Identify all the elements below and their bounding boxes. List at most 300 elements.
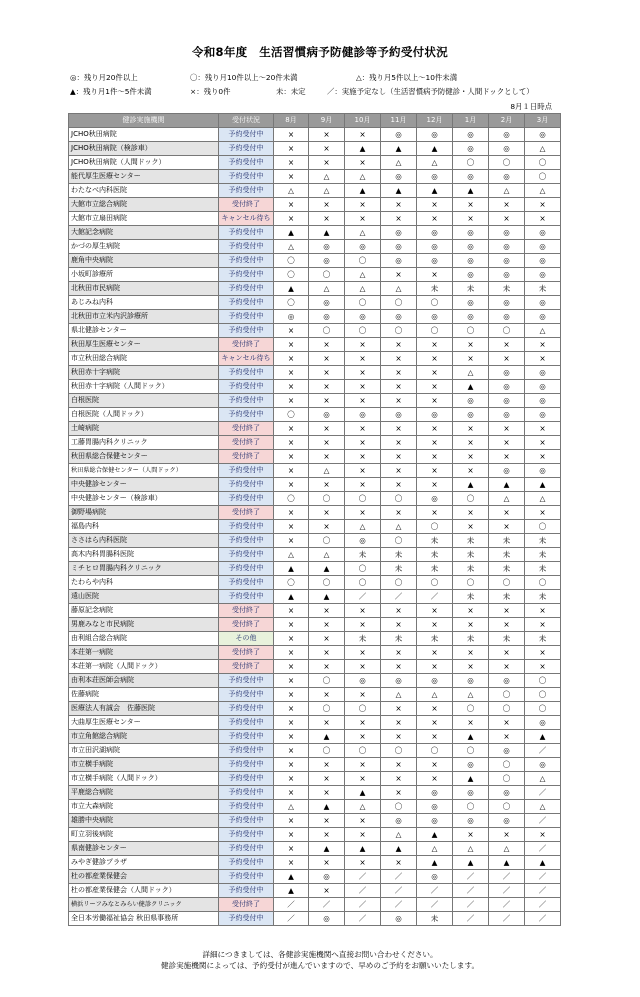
availability-mark: ×	[274, 842, 309, 856]
availability-mark: ／	[489, 912, 525, 926]
institution-name: 佐藤病院	[69, 688, 219, 702]
availability-mark: ×	[309, 142, 345, 156]
status-cell: 予約受付中	[219, 156, 274, 170]
availability-mark: 〇	[489, 758, 525, 772]
availability-mark: ×	[309, 212, 345, 226]
availability-mark: ×	[489, 646, 525, 660]
availability-mark: ×	[381, 506, 417, 520]
availability-mark: ×	[453, 464, 489, 478]
availability-mark: ◎	[525, 226, 561, 240]
institution-name: 秋田県総合保健センター（人間ドック）	[69, 464, 219, 478]
availability-mark: △	[525, 800, 561, 814]
availability-mark: ◎	[525, 310, 561, 324]
availability-mark: ◎	[453, 674, 489, 688]
availability-mark: ×	[381, 604, 417, 618]
availability-mark: ×	[489, 604, 525, 618]
table-row	[69, 786, 561, 800]
availability-mark: ▲	[309, 590, 345, 604]
availability-mark: ×	[381, 380, 417, 394]
table-row	[69, 548, 561, 562]
availability-mark: 〇	[525, 576, 561, 590]
table-row	[69, 156, 561, 170]
availability-mark: △	[525, 772, 561, 786]
table-row	[69, 184, 561, 198]
availability-mark: ×	[489, 520, 525, 534]
institution-name: 市立大森病院	[69, 800, 219, 814]
availability-mark: ▲	[309, 800, 345, 814]
availability-mark: ×	[274, 828, 309, 842]
availability-mark: ×	[345, 828, 381, 842]
availability-mark: ▲	[453, 772, 489, 786]
availability-mark: 未	[345, 548, 381, 562]
institution-name: 大館市立扇田病院	[69, 212, 219, 226]
availability-mark: ×	[274, 478, 309, 492]
table-row	[69, 688, 561, 702]
legend-filled-triangle: ▲：残り月1件～5件未満	[70, 87, 152, 96]
availability-mark: ×	[417, 758, 453, 772]
availability-mark: ×	[309, 828, 345, 842]
availability-mark: ▲	[417, 828, 453, 842]
availability-mark: ×	[274, 744, 309, 758]
availability-mark: ◎	[417, 800, 453, 814]
table-row	[69, 898, 561, 912]
table-row	[69, 212, 561, 226]
availability-mark: ×	[309, 688, 345, 702]
availability-mark: ×	[274, 170, 309, 184]
availability-mark: ×	[381, 786, 417, 800]
availability-mark: ×	[345, 156, 381, 170]
header-month: 3月	[525, 114, 561, 128]
availability-mark: 〇	[453, 702, 489, 716]
availability-mark: ×	[345, 198, 381, 212]
availability-mark: 未	[453, 282, 489, 296]
legend-row-2	[70, 85, 590, 99]
availability-mark: ◎	[489, 786, 525, 800]
availability-mark: 〇	[381, 744, 417, 758]
availability-mark: 〇	[381, 576, 417, 590]
institution-name: 中央健診センター	[69, 478, 219, 492]
status-cell: 受付終了	[219, 660, 274, 674]
status-cell: 予約受付中	[219, 142, 274, 156]
header-institution: 健診実施機関	[69, 114, 219, 128]
institution-name: 中央健診センター（検診車）	[69, 492, 219, 506]
availability-mark: ◎	[525, 254, 561, 268]
availability-mark: ×	[309, 786, 345, 800]
table-row	[69, 702, 561, 716]
availability-mark: △	[309, 282, 345, 296]
availability-mark: 〇	[417, 296, 453, 310]
availability-mark: △	[453, 842, 489, 856]
availability-mark: ／	[309, 898, 345, 912]
availability-mark: ◎	[453, 814, 489, 828]
availability-mark: ×	[489, 730, 525, 744]
availability-mark: ▲	[417, 856, 453, 870]
table-row	[69, 198, 561, 212]
availability-mark: 〇	[489, 324, 525, 338]
availability-mark: 〇	[453, 800, 489, 814]
availability-mark: 〇	[489, 772, 525, 786]
availability-mark: ×	[453, 716, 489, 730]
availability-mark: ◎	[489, 240, 525, 254]
availability-mark: 〇	[345, 324, 381, 338]
availability-mark: ◎	[417, 226, 453, 240]
availability-mark: ◎	[345, 534, 381, 548]
availability-mark: ×	[417, 450, 453, 464]
availability-mark: △	[309, 464, 345, 478]
availability-mark: ◎	[381, 128, 417, 142]
institution-name: 土崎病院	[69, 422, 219, 436]
availability-mark: ／	[525, 912, 561, 926]
status-cell: 受付終了	[219, 436, 274, 450]
availability-mark: ×	[525, 604, 561, 618]
status-cell: 予約受付中	[219, 590, 274, 604]
availability-mark: ×	[345, 422, 381, 436]
availability-mark: ×	[274, 758, 309, 772]
availability-mark: 未	[525, 590, 561, 604]
status-cell: 予約受付中	[219, 408, 274, 422]
availability-mark: ×	[489, 436, 525, 450]
availability-mark: △	[345, 520, 381, 534]
availability-mark: ×	[345, 856, 381, 870]
institution-name: 藤原記念病院	[69, 604, 219, 618]
availability-mark: △	[417, 688, 453, 702]
status-cell: 受付終了	[219, 422, 274, 436]
availability-mark: ◎	[453, 240, 489, 254]
availability-mark: ×	[453, 646, 489, 660]
availability-mark: ×	[417, 730, 453, 744]
availability-mark: ×	[381, 478, 417, 492]
availability-mark: ×	[417, 380, 453, 394]
availability-mark: ◎	[453, 408, 489, 422]
table-row	[69, 394, 561, 408]
institution-name: 秋田赤十字病院（人間ドック）	[69, 380, 219, 394]
institution-name: JCHO秋田病院	[69, 128, 219, 142]
availability-mark: ×	[417, 338, 453, 352]
footer-note-2: 健診実施機関によっては、予約受付が進んでいますので、早めのご予約をお願いいたします。	[160, 961, 480, 970]
availability-mark: ×	[489, 506, 525, 520]
availability-mark: ▲	[274, 590, 309, 604]
legend-row-1	[70, 71, 590, 85]
institution-name: 遠山医院	[69, 590, 219, 604]
legend-undecided: 未：未定	[276, 87, 306, 96]
availability-mark: ◎	[417, 870, 453, 884]
availability-mark: ×	[525, 450, 561, 464]
institution-name: わたなべ内科医院	[69, 184, 219, 198]
availability-mark: ◎	[453, 394, 489, 408]
table-body	[69, 128, 561, 926]
availability-mark: ×	[345, 618, 381, 632]
availability-mark: ◎	[453, 310, 489, 324]
availability-mark: ×	[309, 506, 345, 520]
availability-mark: ◎	[525, 394, 561, 408]
availability-mark: ▲	[309, 226, 345, 240]
availability-mark: ×	[309, 716, 345, 730]
availability-mark: ◎	[453, 758, 489, 772]
availability-mark: ◎	[489, 394, 525, 408]
header-month: 12月	[417, 114, 453, 128]
institution-name: 平鹿総合病院	[69, 786, 219, 800]
availability-mark: ◎	[309, 870, 345, 884]
availability-mark: ◎	[417, 674, 453, 688]
availability-mark: ▲	[309, 562, 345, 576]
availability-mark: 〇	[417, 324, 453, 338]
availability-mark: 未	[417, 282, 453, 296]
table-row	[69, 366, 561, 380]
status-cell: 予約受付中	[219, 240, 274, 254]
availability-mark: ×	[525, 618, 561, 632]
availability-mark: ×	[381, 352, 417, 366]
availability-mark: ×	[525, 352, 561, 366]
availability-mark: ×	[345, 436, 381, 450]
availability-mark: ×	[381, 618, 417, 632]
institution-name: 杜の都産業保健会（人間ドック）	[69, 884, 219, 898]
status-cell: 受付終了	[219, 898, 274, 912]
institution-name: 由利組合総合病院	[69, 632, 219, 646]
availability-mark: ×	[274, 674, 309, 688]
availability-mark: 〇	[274, 268, 309, 282]
header-month: 11月	[381, 114, 417, 128]
header-status: 受付状況	[219, 114, 274, 128]
institution-name: 大館市立総合病院	[69, 198, 219, 212]
availability-mark: ／	[489, 870, 525, 884]
availability-mark: ×	[417, 702, 453, 716]
availability-mark: ◎	[417, 128, 453, 142]
availability-mark: ×	[274, 394, 309, 408]
availability-mark: ▲	[489, 478, 525, 492]
availability-mark: ／	[489, 884, 525, 898]
as-of-date: 8月１日時点	[510, 102, 552, 111]
availability-mark: △	[525, 324, 561, 338]
availability-mark: ×	[309, 758, 345, 772]
availability-mark: ／	[453, 898, 489, 912]
availability-mark: ×	[489, 716, 525, 730]
availability-mark: ×	[274, 212, 309, 226]
availability-mark: ／	[381, 884, 417, 898]
availability-mark: ×	[525, 506, 561, 520]
availability-mark: ×	[381, 198, 417, 212]
availability-mark: ×	[381, 856, 417, 870]
availability-mark: ×	[525, 198, 561, 212]
availability-mark: ◎	[489, 296, 525, 310]
status-cell: 予約受付中	[219, 716, 274, 730]
availability-mark: 未	[453, 632, 489, 646]
availability-mark: ×	[309, 632, 345, 646]
table-row	[69, 870, 561, 884]
availability-mark: ／	[345, 870, 381, 884]
institution-name: 市立秋田総合病院	[69, 352, 219, 366]
availability-mark: ×	[274, 338, 309, 352]
institution-name: 秋田県総合保健センター	[69, 450, 219, 464]
table-row	[69, 338, 561, 352]
availability-mark: 未	[453, 562, 489, 576]
table-row	[69, 170, 561, 184]
availability-mark: ×	[489, 828, 525, 842]
availability-mark: ×	[345, 128, 381, 142]
availability-mark: ／	[381, 898, 417, 912]
table-row	[69, 618, 561, 632]
availability-mark: ◎	[309, 296, 345, 310]
availability-mark: ×	[417, 618, 453, 632]
availability-mark: ×	[345, 506, 381, 520]
status-cell: 予約受付中	[219, 786, 274, 800]
institution-name: 市立田沢湖病院	[69, 744, 219, 758]
availability-mark: ◎	[489, 366, 525, 380]
institution-name: 男鹿みなと市民病院	[69, 618, 219, 632]
availability-mark: ◎	[381, 408, 417, 422]
status-cell: 予約受付中	[219, 912, 274, 926]
availability-mark: ×	[345, 716, 381, 730]
availability-mark: ×	[453, 212, 489, 226]
availability-mark: 〇	[274, 296, 309, 310]
status-cell: 受付終了	[219, 618, 274, 632]
availability-mark: ▲	[309, 730, 345, 744]
availability-mark: ×	[453, 436, 489, 450]
availability-mark: ×	[489, 352, 525, 366]
header-month: 2月	[489, 114, 525, 128]
availability-mark: ◎	[453, 254, 489, 268]
availability-mark: ／	[453, 884, 489, 898]
availability-mark: ▲	[453, 380, 489, 394]
availability-mark: ▲	[309, 842, 345, 856]
availability-mark: ×	[525, 422, 561, 436]
institution-name: 雄勝中央病院	[69, 814, 219, 828]
availability-mark: ×	[453, 604, 489, 618]
availability-mark: 〇	[274, 492, 309, 506]
institution-name: 北秋田市民病院	[69, 282, 219, 296]
availability-mark: 〇	[345, 702, 381, 716]
status-cell: 予約受付中	[219, 884, 274, 898]
availability-mark: ×	[381, 394, 417, 408]
availability-mark: ▲	[417, 142, 453, 156]
status-cell: 予約受付中	[219, 758, 274, 772]
availability-mark: ◎	[381, 912, 417, 926]
availability-mark: ◎	[381, 240, 417, 254]
table-row	[69, 492, 561, 506]
availability-mark: ×	[274, 856, 309, 870]
availability-mark: ×	[417, 660, 453, 674]
availability-mark: ／	[274, 898, 309, 912]
availability-mark: ×	[345, 772, 381, 786]
availability-mark: ×	[309, 422, 345, 436]
availability-mark: 〇	[489, 800, 525, 814]
availability-mark: 〇	[345, 492, 381, 506]
availability-mark: 未	[381, 562, 417, 576]
availability-mark: ◎	[453, 170, 489, 184]
availability-mark: 〇	[381, 492, 417, 506]
availability-mark: △	[417, 156, 453, 170]
reservation-table	[68, 113, 561, 926]
table-row	[69, 450, 561, 464]
availability-mark: △	[345, 226, 381, 240]
availability-mark: ／	[345, 912, 381, 926]
availability-mark: ▲	[274, 562, 309, 576]
availability-mark: ×	[309, 618, 345, 632]
availability-mark: 〇	[489, 688, 525, 702]
availability-mark: ×	[309, 450, 345, 464]
institution-name: ささはら内科医院	[69, 534, 219, 548]
availability-mark: ×	[417, 604, 453, 618]
legend-not-scheduled: ／：実施予定なし（生活習慣病予防健診・人間ドックとして）	[327, 87, 534, 96]
institution-name: 町立羽後病院	[69, 828, 219, 842]
availability-mark: ▲	[525, 730, 561, 744]
status-cell: 予約受付中	[219, 562, 274, 576]
availability-mark: ◎	[489, 674, 525, 688]
availability-mark: ×	[309, 660, 345, 674]
table-row	[69, 758, 561, 772]
availability-mark: 未	[417, 632, 453, 646]
table-row	[69, 464, 561, 478]
availability-mark: 〇	[453, 156, 489, 170]
availability-mark: 〇	[453, 576, 489, 590]
availability-mark: ×	[417, 212, 453, 226]
availability-mark: ◎	[345, 408, 381, 422]
availability-mark: ◎	[489, 408, 525, 422]
table-row	[69, 842, 561, 856]
availability-mark: △	[309, 170, 345, 184]
institution-name: 全日本労働福祉協会 秋田県事務所	[69, 912, 219, 926]
availability-mark: 未	[381, 548, 417, 562]
availability-mark: 未	[525, 282, 561, 296]
status-cell: 予約受付中	[219, 492, 274, 506]
availability-mark: △	[453, 366, 489, 380]
availability-mark: ×	[274, 324, 309, 338]
table-row	[69, 380, 561, 394]
availability-mark: ◎	[381, 226, 417, 240]
availability-mark: ◎	[489, 226, 525, 240]
availability-mark: ×	[309, 856, 345, 870]
availability-mark: ▲	[345, 184, 381, 198]
table-row	[69, 142, 561, 156]
availability-mark: ×	[345, 688, 381, 702]
availability-mark: ×	[309, 198, 345, 212]
availability-mark: ×	[274, 380, 309, 394]
table-row	[69, 226, 561, 240]
availability-mark: 〇	[309, 576, 345, 590]
availability-mark: ◎	[309, 408, 345, 422]
institution-name: 小坂町診療所	[69, 268, 219, 282]
status-cell: 予約受付中	[219, 464, 274, 478]
institution-name: 市立横手病院	[69, 758, 219, 772]
availability-mark: 未	[489, 534, 525, 548]
availability-mark: 〇	[309, 534, 345, 548]
availability-mark: ▲	[489, 856, 525, 870]
availability-mark: ×	[309, 884, 345, 898]
availability-mark: ×	[453, 450, 489, 464]
availability-mark: ×	[309, 366, 345, 380]
availability-mark: ×	[417, 366, 453, 380]
availability-mark: ◎	[489, 464, 525, 478]
status-cell: 予約受付中	[219, 282, 274, 296]
availability-mark: 未	[489, 548, 525, 562]
availability-mark: ×	[381, 758, 417, 772]
availability-mark: ▲	[345, 842, 381, 856]
availability-mark: ×	[381, 702, 417, 716]
status-cell: 予約受付中	[219, 170, 274, 184]
table-row	[69, 660, 561, 674]
availability-mark: ×	[345, 604, 381, 618]
availability-mark: ／	[453, 912, 489, 926]
availability-mark: ×	[345, 478, 381, 492]
availability-mark: ×	[274, 772, 309, 786]
availability-mark: 〇	[381, 534, 417, 548]
availability-mark: ×	[453, 352, 489, 366]
availability-mark: 〇	[453, 492, 489, 506]
status-cell: 予約受付中	[219, 534, 274, 548]
availability-mark: ×	[309, 156, 345, 170]
availability-mark: 未	[525, 632, 561, 646]
table-row	[69, 282, 561, 296]
availability-mark: ×	[274, 646, 309, 660]
